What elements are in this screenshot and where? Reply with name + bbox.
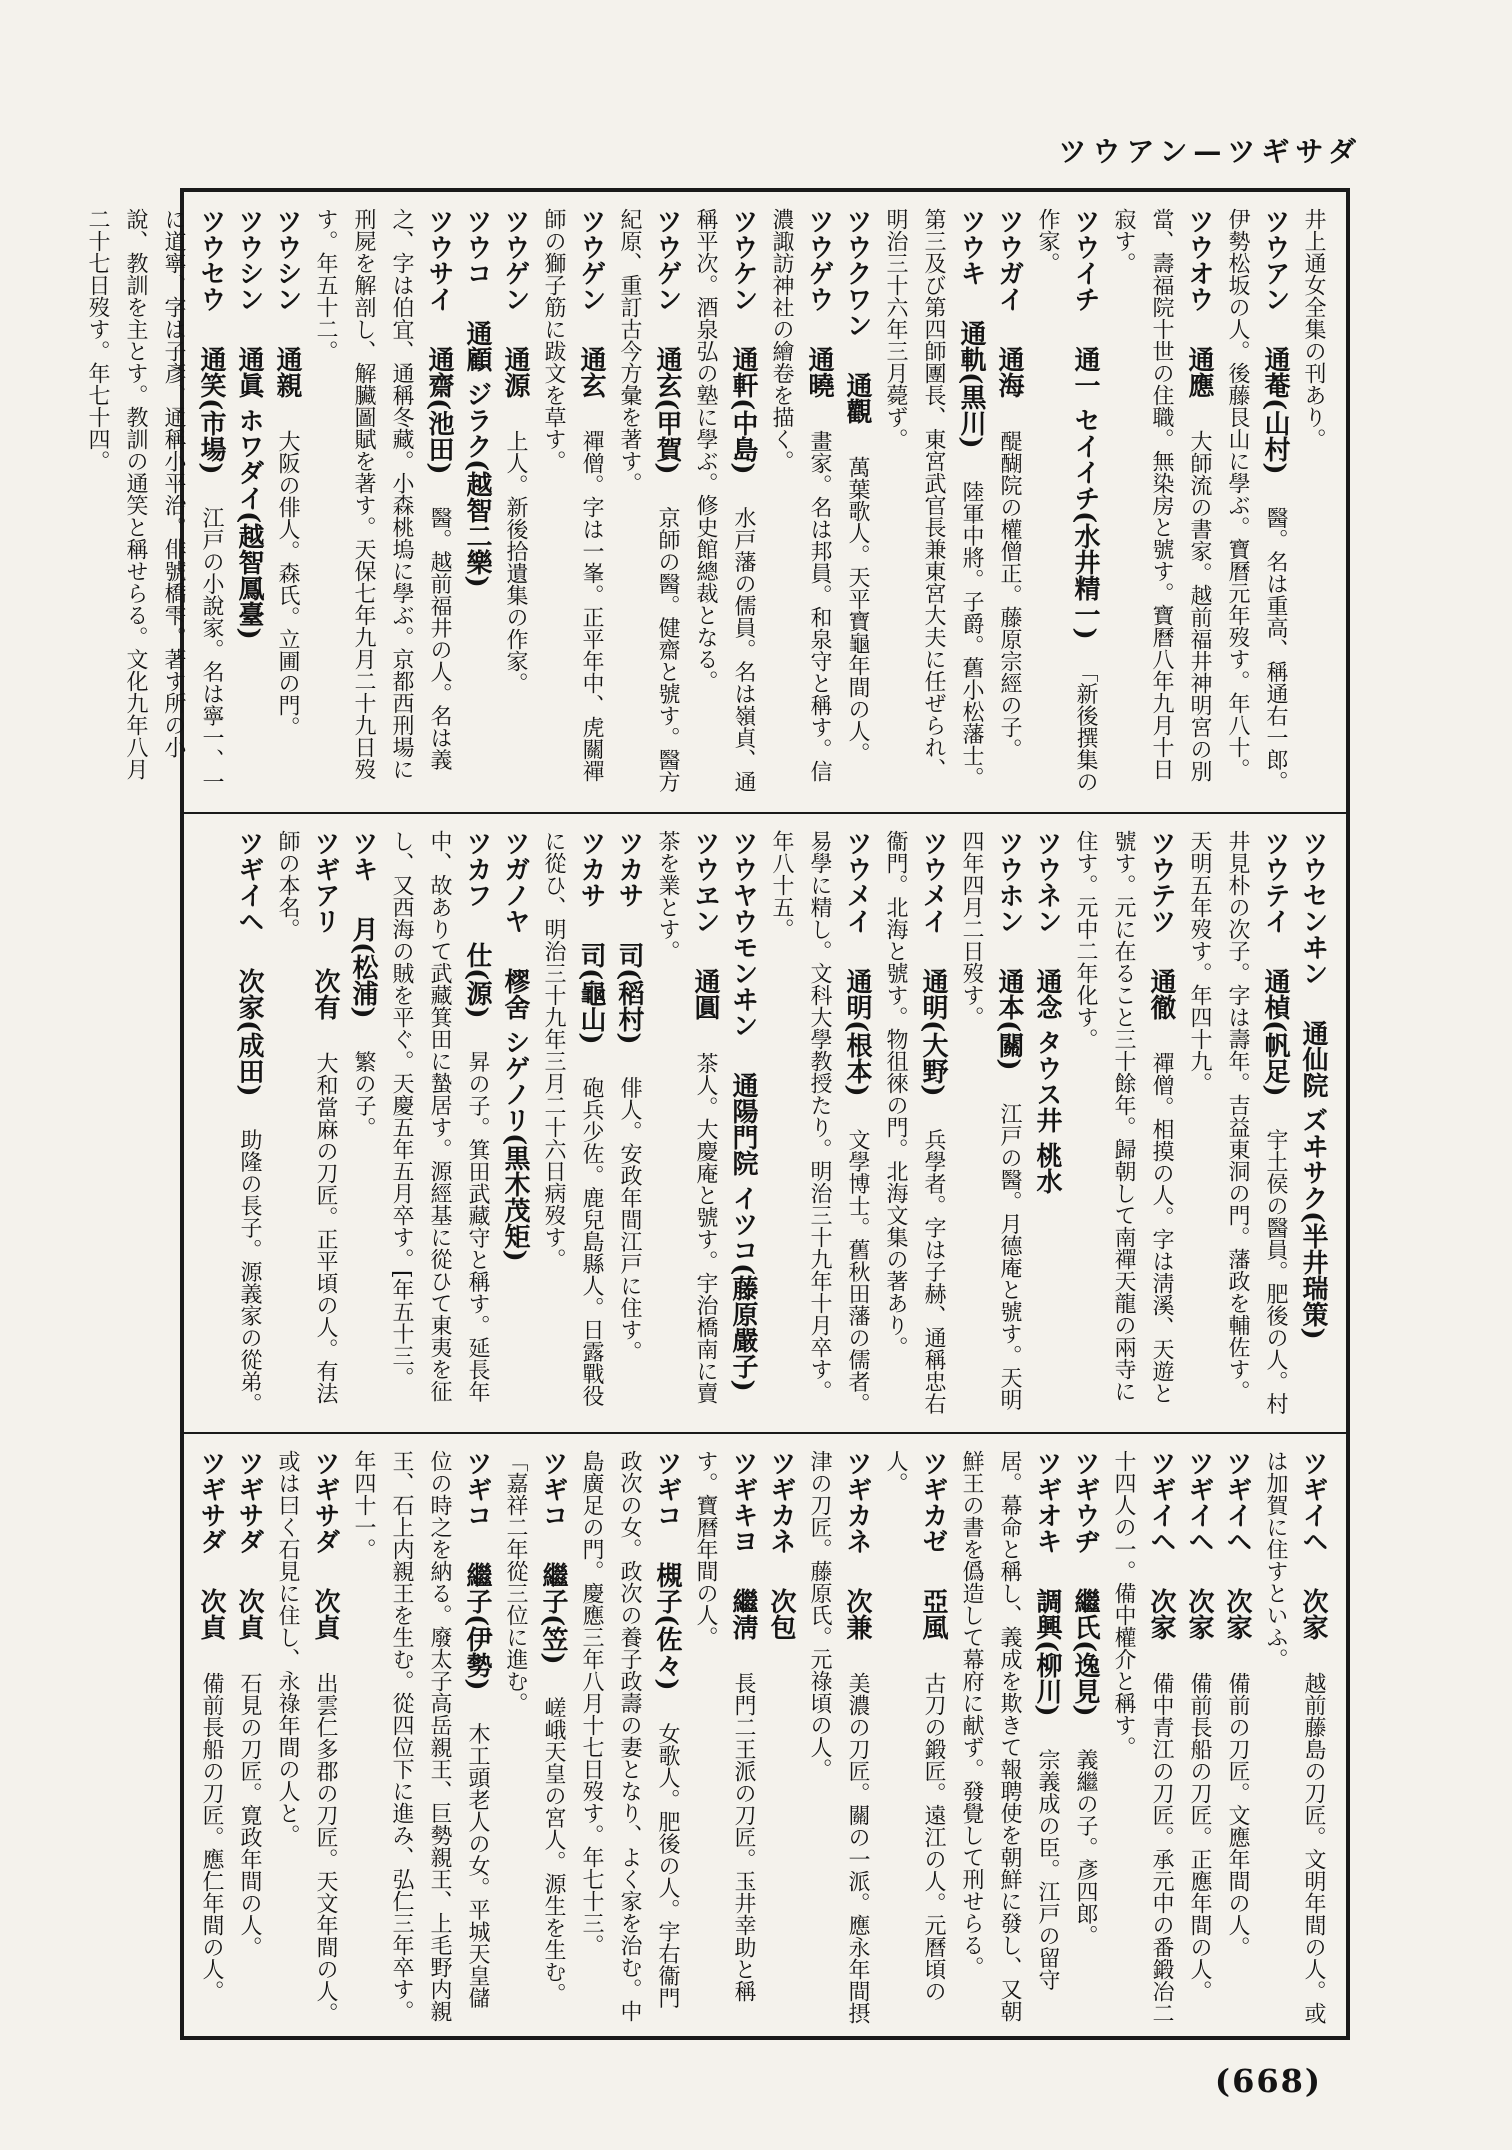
entry-body: 古刀の鍛匠。遠江の人。元曆頃の人。 bbox=[883, 1450, 946, 2002]
dictionary-entry bbox=[610, 830, 648, 1418]
dictionary-entry bbox=[952, 830, 1028, 1418]
dictionary-entry bbox=[762, 830, 876, 1418]
entry-headword: ツギサダ bbox=[196, 1450, 226, 1580]
entry-body: 俳人。安政年間江戸に住す。 bbox=[617, 1076, 642, 1363]
entry-headword: ツウオウ bbox=[1184, 208, 1214, 338]
entry-name: 繼子(伊勢) bbox=[462, 1562, 492, 1717]
entry-name: 次貞 bbox=[234, 1588, 264, 1666]
entry-body: 文學博士。舊秋田藩の儒者。易學に精し。文科大學教授たり。明治三十九年十月卒す。年八十五。 bbox=[769, 830, 870, 1415]
entry-name: 次家 bbox=[1298, 1588, 1328, 1666]
dictionary-entry bbox=[1180, 1450, 1218, 2024]
entry-headword: ツウゲン bbox=[576, 208, 606, 338]
entry-name: 通親 bbox=[272, 346, 302, 424]
entry-body: 備前の刀匠。文應年間の人。 bbox=[1225, 1672, 1250, 1958]
entry-headword: ツウセンヰン bbox=[1298, 830, 1328, 1012]
dictionary-entry bbox=[724, 830, 762, 1418]
dictionary-entry bbox=[762, 208, 838, 798]
entry-name: 通笑(市場) bbox=[196, 346, 226, 501]
entry-name: 通陽門院 イツコ(藤原嚴子) bbox=[728, 1072, 758, 1418]
dictionary-entry bbox=[1104, 1450, 1180, 2024]
entry-body: 京師の醫。健齋と號す。醫方紀原、重訂古今方彙を著す。 bbox=[617, 208, 680, 793]
entry-headword: ツキ bbox=[348, 830, 378, 908]
entry-body: 禪僧。字は一峯。正平年中、虎關禪師の獅子筋に跋文を草す。 bbox=[541, 208, 604, 782]
entry-body: 昇の子。箕田武藏守と稱す。延長年中、故ありて武藏箕田に蟄居す。源經基に從ひて東夷を征し、又西海の賊を平ぐ。天慶五年五月卒す。[年五十三。 bbox=[389, 830, 490, 1403]
entry-name: 通菴(山村) bbox=[1260, 346, 1290, 501]
entry-headword: ツウイチ bbox=[1070, 208, 1100, 338]
dictionary-entry bbox=[458, 208, 496, 798]
entry-body: 嵯峨天皇の宮人。源生を生む。「嘉祥二年從三位に進む。 bbox=[503, 1450, 566, 2005]
entry-name: 亞風 bbox=[918, 1588, 948, 1666]
dictionary-entry bbox=[534, 830, 610, 1418]
entry-name: 通軒(中島) bbox=[728, 346, 758, 501]
entry-headword: ツギオキ bbox=[1032, 1450, 1062, 1580]
dictionary-entry bbox=[268, 1450, 344, 2024]
entry-name: 通齋(池田) bbox=[424, 346, 454, 501]
tier-middle bbox=[184, 814, 1346, 1432]
entry-body: 江戸の醫。月德庵と號す。天明四年四月二日歿す。 bbox=[959, 830, 1022, 1411]
entry-body: 茶人。大慶庵と號す。宇治橋南に賣茶を業とす。 bbox=[655, 830, 718, 1404]
entry-body: 兵學者。字は子赫、通稱忠右衞門。北海と號す。物徂徠の門。北海文集の著あり。 bbox=[883, 830, 946, 1415]
entry-body: 上人。新後拾遺集の作家。 bbox=[503, 430, 528, 694]
entry-name: 槻子(佐々) bbox=[652, 1562, 682, 1717]
dictionary-entry bbox=[1066, 830, 1180, 1418]
entry-body: 宗義成の臣。江戸の留守居。幕命と稱し、義成を欺きて報聘使を朝鮮に發し、又朝鮮王の書を僞造して幕府に献ず。發覺して刑せらる。 bbox=[959, 1450, 1060, 2022]
entry-body: 大師流の書家。越前福井神明宮の別當、壽福院十世の住職。無染房と號す。寶曆八年九月十日寂す。 bbox=[1111, 208, 1212, 782]
entry-body: 大和當麻の刀匠。正平頃の人。有法師の本名。 bbox=[275, 830, 338, 1404]
tier-bottom bbox=[184, 1434, 1346, 2038]
entry-headword: ツウゲウ bbox=[804, 208, 834, 338]
entry-name: 通本(關) bbox=[994, 968, 1024, 1097]
entry-headword: ツウホン bbox=[994, 830, 1024, 960]
entry-name: 通海 bbox=[994, 346, 1024, 424]
entry-headword: ツウシン bbox=[234, 208, 264, 338]
dictionary-entry bbox=[496, 830, 534, 1418]
entry-body: 越前藤島の刀匠。文明年間の人。或は加賀に住すといふ。 bbox=[1263, 1450, 1326, 2024]
entry-name: 通徹 bbox=[1146, 968, 1176, 1046]
entry-body: 井上通女全集の刊あり。 bbox=[1301, 208, 1326, 450]
entry-body: 出雲仁多郡の刀匠。天文年間の人。或は曰く石見に住し、永祿年間の人と。 bbox=[275, 1450, 338, 2024]
entry-name: 次兼 bbox=[842, 1588, 872, 1666]
page-frame bbox=[85, 188, 1350, 2040]
entry-name: 次家(成田) bbox=[234, 968, 264, 1123]
dictionary-entry bbox=[990, 208, 1028, 798]
entry-name: 仕(源) bbox=[462, 942, 492, 1045]
dictionary-entry bbox=[268, 208, 306, 798]
entry-name: 調興(柳川) bbox=[1032, 1588, 1062, 1743]
entry-headword: ツウメイ bbox=[918, 830, 948, 960]
entry-name: 通圓 bbox=[690, 968, 720, 1046]
tier-top-text bbox=[85, 208, 1332, 798]
entry-name: 司(稻村) bbox=[614, 942, 644, 1071]
entry-body: 木工頭老人の女。平城天皇儲位の時之を納る。廢太子高岳親王、巨勢親王、上毛野内親王、石上内親王を生む。從四位下に進み、弘仁三年卒す。年四十一。 bbox=[351, 1450, 490, 2022]
entry-headword: ツウキ bbox=[956, 208, 986, 312]
entry-headword: ツウアン bbox=[1260, 208, 1290, 338]
entry-headword: ツギカネ bbox=[842, 1450, 872, 1580]
dictionary-entry bbox=[344, 830, 382, 1418]
tier-top bbox=[85, 192, 1346, 812]
entry-headword: ツカサ bbox=[614, 830, 644, 934]
dictionary-entry bbox=[876, 830, 952, 1418]
entry-body: 石見の刀匠。寛政年間の人。 bbox=[237, 1672, 262, 1958]
entry-name: 通眞 ホワダイ(越智鳳臺) bbox=[234, 346, 264, 666]
entry-name: 通應 bbox=[1184, 346, 1214, 424]
entry-name: 次家 bbox=[1184, 1588, 1214, 1666]
entry-headword: ツカフ bbox=[462, 830, 492, 934]
entry-name: 通觀 bbox=[842, 372, 872, 450]
entry-name: 通念 タウス井 桃水 bbox=[1032, 968, 1062, 1221]
entry-name: 通源 bbox=[500, 346, 530, 424]
entry-headword: ツウサイ bbox=[424, 208, 454, 338]
entry-name: 樛舍 シゲノリ(黒木茂矩) bbox=[500, 968, 530, 1288]
entry-headword: ツギカゼ bbox=[918, 1450, 948, 1580]
entry-body: 繁の子。 bbox=[351, 1050, 376, 1139]
entry-headword: ツカサ bbox=[576, 830, 606, 934]
dictionary-entry bbox=[1028, 830, 1066, 1418]
dictionary-entry bbox=[306, 208, 458, 798]
entry-headword: ツウガイ bbox=[994, 208, 1024, 338]
entry-name: 司(龜山) bbox=[576, 942, 606, 1071]
entry-headword: ツウクワン bbox=[842, 208, 872, 364]
entry-headword: ツガノヤ bbox=[500, 830, 530, 960]
dictionary-entry bbox=[1218, 208, 1294, 798]
running-head: ツウアン—ツギサダ bbox=[1058, 135, 1362, 168]
tier-middle-text bbox=[230, 830, 1332, 1418]
entry-headword: ツウメイ bbox=[842, 830, 872, 960]
dictionary-entry bbox=[800, 1450, 876, 2024]
entry-name: 通明(根本) bbox=[842, 968, 872, 1123]
entry-body: 醫。名は重高、稱通右一郎。伊勢松坂の人。後藤艮山に學ぶ。寶曆元年歿す。年八十。 bbox=[1225, 208, 1288, 793]
entry-name: 通仙院 ズヰサク(半井瑞策) bbox=[1298, 1020, 1328, 1366]
entry-headword: ツウセウ bbox=[196, 208, 226, 338]
entry-body: 醍醐院の權僧正。藤原宗經の子。 bbox=[997, 430, 1022, 760]
dictionary-entry bbox=[1294, 208, 1332, 798]
entry-name: 繼子(笠) bbox=[538, 1562, 568, 1691]
entry-name: 繼淸 bbox=[728, 1588, 758, 1666]
entry-body: 美濃の刀匠。關の一派。應永年間摂津の刀匠。藤原氏。元祿頃の人。 bbox=[807, 1450, 870, 2024]
dictionary-entry bbox=[344, 1450, 496, 2024]
entry-name: 通一 セイイチ(水井精一) bbox=[1070, 346, 1100, 666]
entry-name: 通軌(黒川) bbox=[956, 320, 986, 475]
entry-headword: ツウテツ bbox=[1146, 830, 1176, 960]
entry-headword: ツウヱン bbox=[690, 830, 720, 960]
entry-body: 江戸の小說家。名は寧一、一に道寧、字は子彥、通稱小平治。俳號橋雫。著す所の小說、教訓を主とす。教訓の通笑と稱せらる。文化九年八月二十七日歿す。年七十四。 bbox=[85, 208, 224, 793]
entry-body: 宇土侯の醫員。肥後の人。村井見朴の次子。字は壽年。吉益東洞の門。藩政を輔佐す。天明五年歿す。年四十九。 bbox=[1187, 830, 1288, 1415]
tier-bottom-text bbox=[192, 1450, 1332, 2024]
dictionary-entry bbox=[78, 208, 230, 798]
entry-body: 備中青江の刀匠。承元中の番鍛冶二十四人の一。備中權介と稱す。 bbox=[1111, 1450, 1174, 2024]
entry-name: 次貞 bbox=[196, 1588, 226, 1666]
entry-headword: ツギコ bbox=[538, 1450, 568, 1554]
dictionary-entry bbox=[496, 208, 534, 798]
dictionary-entry bbox=[572, 1450, 686, 2024]
entry-body: 義繼の子。彥四郎。 bbox=[1073, 1748, 1098, 1947]
entry-body: 大阪の俳人。森氏。立圃の門。 bbox=[275, 430, 300, 738]
entry-headword: ツギコ bbox=[462, 1450, 492, 1554]
dictionary-entry bbox=[1218, 1450, 1256, 2024]
entry-headword: ツギイヘ bbox=[1298, 1450, 1328, 1580]
dictionary-entry bbox=[686, 1450, 762, 2024]
entry-name: 次家 bbox=[1222, 1588, 1252, 1666]
entry-headword: ツギコ bbox=[652, 1450, 682, 1554]
dictionary-entry bbox=[1104, 208, 1218, 798]
entry-body: 陸軍中將。子爵。舊小松藩士。第三及び第四師團長、東宮武官長兼東宮大夫に任ぜられ、明治三十六年三月薨ず。 bbox=[883, 208, 984, 789]
dictionary-entry bbox=[268, 830, 344, 1418]
dictionary-entry bbox=[762, 1450, 800, 2024]
entry-headword: ツギキヨ bbox=[728, 1450, 758, 1580]
entry-headword: ツギイヘ bbox=[1222, 1450, 1252, 1580]
entry-body: 長門二王派の刀匠。玉井幸助と稱す。寶曆年間の人。 bbox=[693, 1450, 756, 2002]
entry-body: 萬葉歌人。天平寶龜年間の人。 bbox=[845, 456, 870, 764]
entry-name: 次包 bbox=[766, 1588, 796, 1666]
entry-body: 醫。越前福井の人。名は義之、字は伯宜、通稱冬藏。小森桃塢に學ぶ。京都西刑場に刑屍を解剖し、解臟圖賦を著す。天保七年九月二十九日歿す。年五十二。 bbox=[313, 208, 452, 780]
entry-headword: ツウゲン bbox=[652, 208, 682, 338]
entry-body: 砲兵少佐。鹿兒島縣人。日露戰役に從ひ、明治三十九年三月二十六日病歿す。 bbox=[541, 830, 604, 1407]
entry-headword: ツウネン bbox=[1032, 830, 1062, 960]
dictionary-entry bbox=[648, 830, 724, 1418]
dictionary-entry bbox=[876, 1450, 952, 2024]
entry-body: 備前長船の刀匠。應仁年間の人。 bbox=[199, 1672, 224, 2002]
dictionary-entry bbox=[230, 1450, 268, 2024]
entry-name: 通玄 bbox=[576, 346, 606, 424]
entry-headword: ツギイヘ bbox=[1146, 1450, 1176, 1580]
dictionary-entry bbox=[838, 208, 876, 798]
entry-headword: ツウテイ bbox=[1260, 830, 1290, 960]
entry-name: 月(松浦) bbox=[348, 916, 378, 1045]
entry-headword: ツギアリ bbox=[310, 830, 340, 960]
entry-body: 「新後撰集の作家。 bbox=[1035, 208, 1098, 793]
entry-body: 女歌人。肥後の人。宇右衞門政次の女。政次の養子政壽の妻となり、よく家を治む。中島廣足の門。慶應三年八月十七日歿す。年七十三。 bbox=[579, 1450, 680, 2022]
entry-headword: ツギカネ bbox=[766, 1450, 796, 1580]
entry-name: 次家 bbox=[1146, 1588, 1176, 1666]
entry-name: 次有 bbox=[310, 968, 340, 1046]
dictionary-entry bbox=[534, 208, 610, 798]
entry-body: 備前長船の刀匠。正應年間の人。 bbox=[1187, 1672, 1212, 2002]
dictionary-entry bbox=[686, 208, 762, 798]
entry-headword: ツギサダ bbox=[234, 1450, 264, 1580]
dictionary-entry bbox=[1294, 830, 1332, 1418]
entry-body: 禪僧。相摸の人。字は淸溪、天遊と號す。元に在ること三十餘年。歸朝して南禪天龍の兩寺に住す。元中二年化す。 bbox=[1073, 830, 1174, 1404]
entry-name: 通楨(帆足) bbox=[1260, 968, 1290, 1123]
entry-headword: ツギイヘ bbox=[1184, 1450, 1214, 1580]
dictionary-entry bbox=[382, 830, 496, 1418]
dictionary-entry bbox=[192, 1450, 230, 2024]
entry-name: 通玄(甲賀) bbox=[652, 346, 682, 501]
page-number: (668) bbox=[1214, 2062, 1322, 2100]
entry-name: 次貞 bbox=[310, 1588, 340, 1666]
entry-headword: ツウコ bbox=[462, 208, 492, 312]
entry-name: 通顧 ジラク(越智二樂) bbox=[462, 320, 492, 614]
entry-headword: ツウゲン bbox=[500, 208, 530, 338]
dictionary-entry bbox=[1180, 830, 1294, 1418]
entry-headword: ツギウヂ bbox=[1070, 1450, 1100, 1580]
entry-body: 畫家。名は邦員。和泉守と稱す。信濃諏訪神社の繪卷を描く。 bbox=[769, 208, 832, 782]
dictionary-entry bbox=[1028, 208, 1104, 798]
dictionary-entry bbox=[876, 208, 990, 798]
dictionary-entry bbox=[496, 1450, 572, 2024]
entry-headword: ツウヤウモンヰン bbox=[728, 830, 758, 1064]
dictionary-entry bbox=[952, 1450, 1066, 2024]
dictionary-entry bbox=[610, 208, 686, 798]
entry-headword: ツギイヘ bbox=[234, 830, 264, 960]
entry-name: 通明(大野) bbox=[918, 968, 948, 1123]
entry-headword: ツウシン bbox=[272, 208, 302, 338]
entry-name: 通曉 bbox=[804, 346, 834, 424]
entry-headword: ツギサダ bbox=[310, 1450, 340, 1580]
entry-body: 助隆の長子。源義家の從弟。 bbox=[237, 1128, 262, 1415]
dictionary-entry bbox=[1066, 1450, 1104, 2024]
dictionary-entry bbox=[230, 208, 268, 798]
dictionary-entry bbox=[230, 830, 268, 1418]
entry-name: 繼氏(逸見) bbox=[1070, 1588, 1100, 1743]
dictionary-entry bbox=[1256, 1450, 1332, 2024]
entry-headword: ツウケン bbox=[728, 208, 758, 338]
entry-body: 水戸藩の儒員。名は嶺貞、通稱平次。酒泉弘の塾に學ぶ。修史館總裁となる。 bbox=[693, 208, 756, 793]
